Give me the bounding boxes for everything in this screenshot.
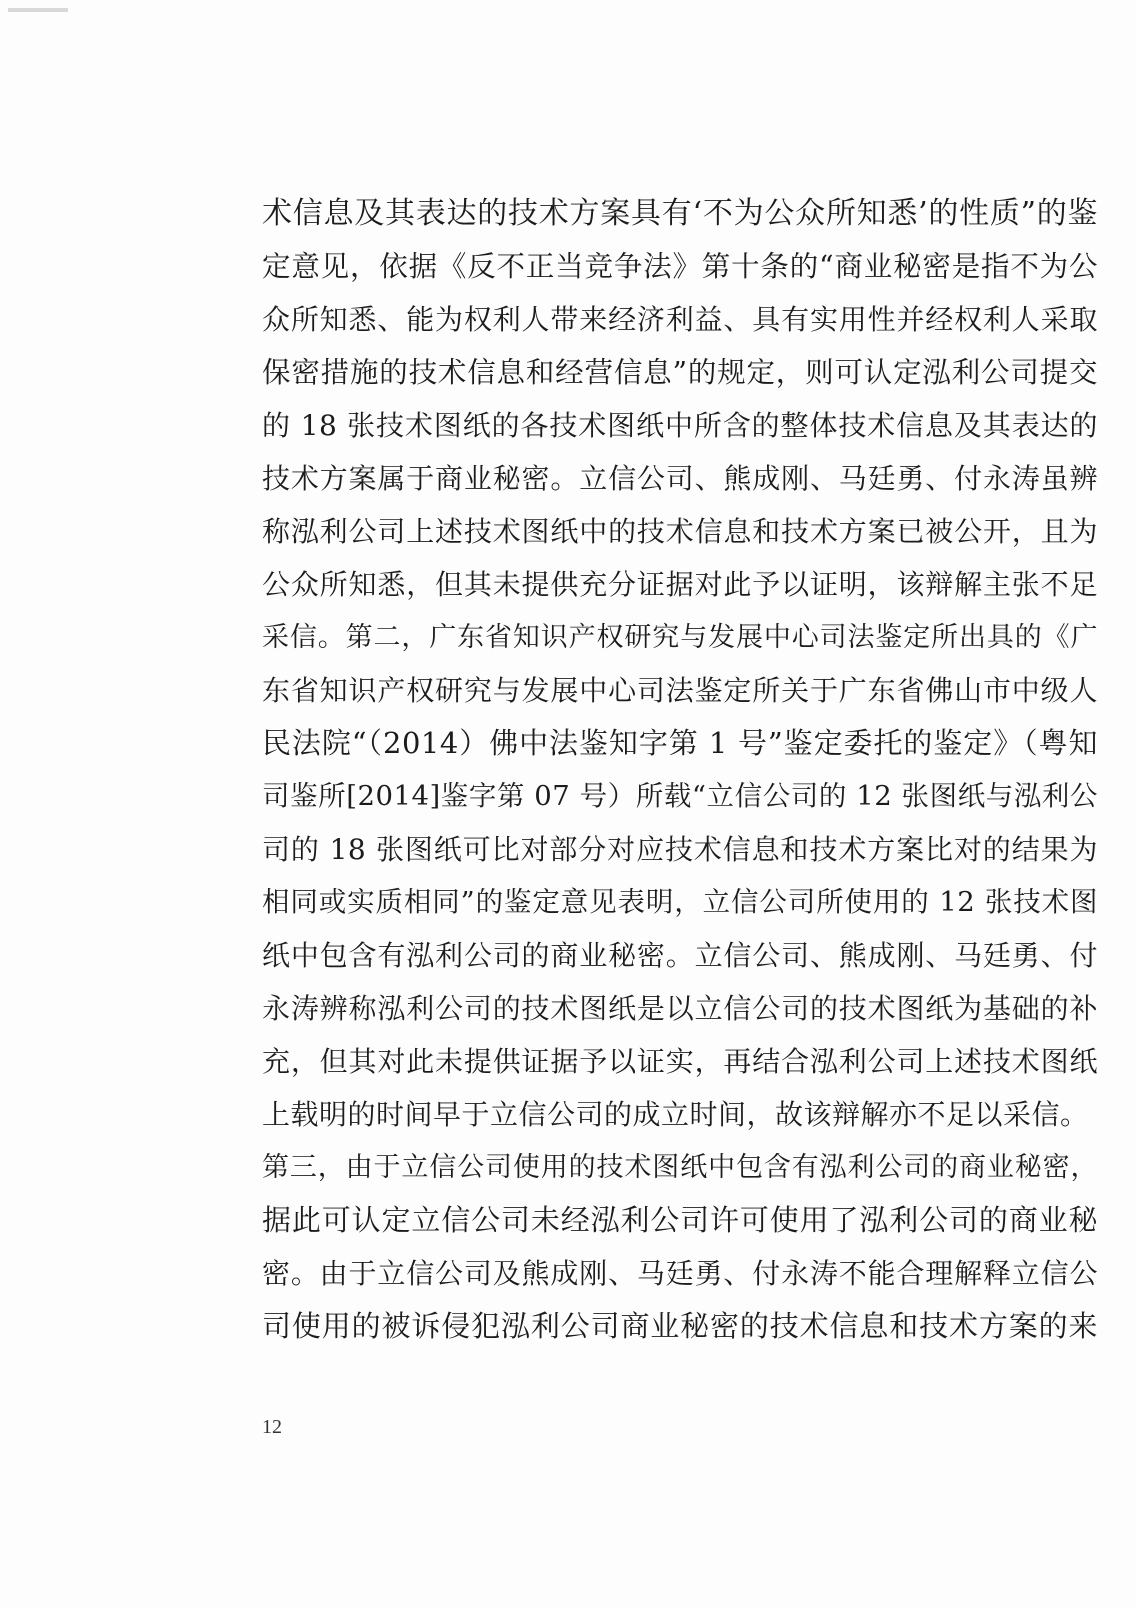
text-line: 众所知悉、能为权利人带来经济利益、具有实用性并经权利人采取 bbox=[262, 303, 1098, 336]
text-line: 定意见，依据《反不正当竞争法》第十条的“商业秘密是指不为公 bbox=[262, 250, 1098, 283]
text-line: 密。由于立信公司及熊成刚、马廷勇、付永涛不能合理解释立信公 bbox=[262, 1257, 1098, 1290]
text-line: 技术方案属于商业秘密。立信公司、熊成刚、马廷勇、付永涛虽辨 bbox=[262, 462, 1098, 495]
text-line: 据此可认定立信公司未经泓利公司许可使用了泓利公司的商业秘 bbox=[262, 1203, 1098, 1237]
text-line: 相同或实质相同”的鉴定意见表明，立信公司所使用的 12 张技术图 bbox=[262, 886, 1098, 918]
body-text bbox=[262, 187, 1098, 1353]
text-line: 上载明的时间早于立信公司的成立时间，故该辩解亦不足以采信。 bbox=[262, 1098, 1089, 1131]
text-line: 民法院“（2014）佛中法鉴知字第 1 号”鉴定委托的鉴定》（粤知 bbox=[262, 726, 1098, 760]
text-line: 采信。第二，广东省知识产权研究与发展中心司法鉴定所出具的《广 bbox=[262, 622, 1098, 653]
text-line: 保密措施的技术信息和经营信息”的规定，则可认定泓利公司提交 bbox=[262, 356, 1098, 389]
scan-artifact bbox=[8, 8, 68, 12]
text-line: 第三，由于立信公司使用的技术图纸中包含有泓利公司的商业秘密， bbox=[262, 1152, 1098, 1183]
text-line: 公众所知悉，但其未提供充分证据对此予以证明，该辩解主张不足 bbox=[262, 568, 1098, 601]
text-line: 称泓利公司上述技术图纸中的技术信息和技术方案已被公开，且为 bbox=[262, 515, 1098, 548]
text-line: 的 18 张技术图纸的各技术图纸中所含的整体技术信息及其表达的 bbox=[262, 409, 1098, 442]
text-line: 术信息及其表达的技术方案具有‘不为公众所知悉’的性质”的鉴 bbox=[262, 196, 1098, 231]
text-line: 司的 18 张图纸可比对部分对应技术信息和技术方案比对的结果为 bbox=[262, 833, 1098, 866]
text-line: 司鉴所[2014]鉴字第 07 号）所载“立信公司的 12 张图纸与泓利公 bbox=[262, 780, 1098, 812]
text-line: 永涛辨称泓利公司的技术图纸是以立信公司的技术图纸为基础的补 bbox=[262, 992, 1098, 1025]
text-line: 司使用的被诉侵犯泓利公司商业秘密的技术信息和技术方案的来 bbox=[262, 1309, 1098, 1343]
text-line: 纸中包含有泓利公司的商业秘密。立信公司、熊成刚、马廷勇、付 bbox=[262, 939, 1098, 972]
page-number: 12 bbox=[262, 1416, 282, 1438]
text-line: 东省知识产权研究与发展中心司法鉴定所关于广东省佛山市中级人 bbox=[262, 674, 1098, 707]
text-line: 充，但其对此未提供证据予以证实，再结合泓利公司上述技术图纸 bbox=[262, 1045, 1098, 1078]
